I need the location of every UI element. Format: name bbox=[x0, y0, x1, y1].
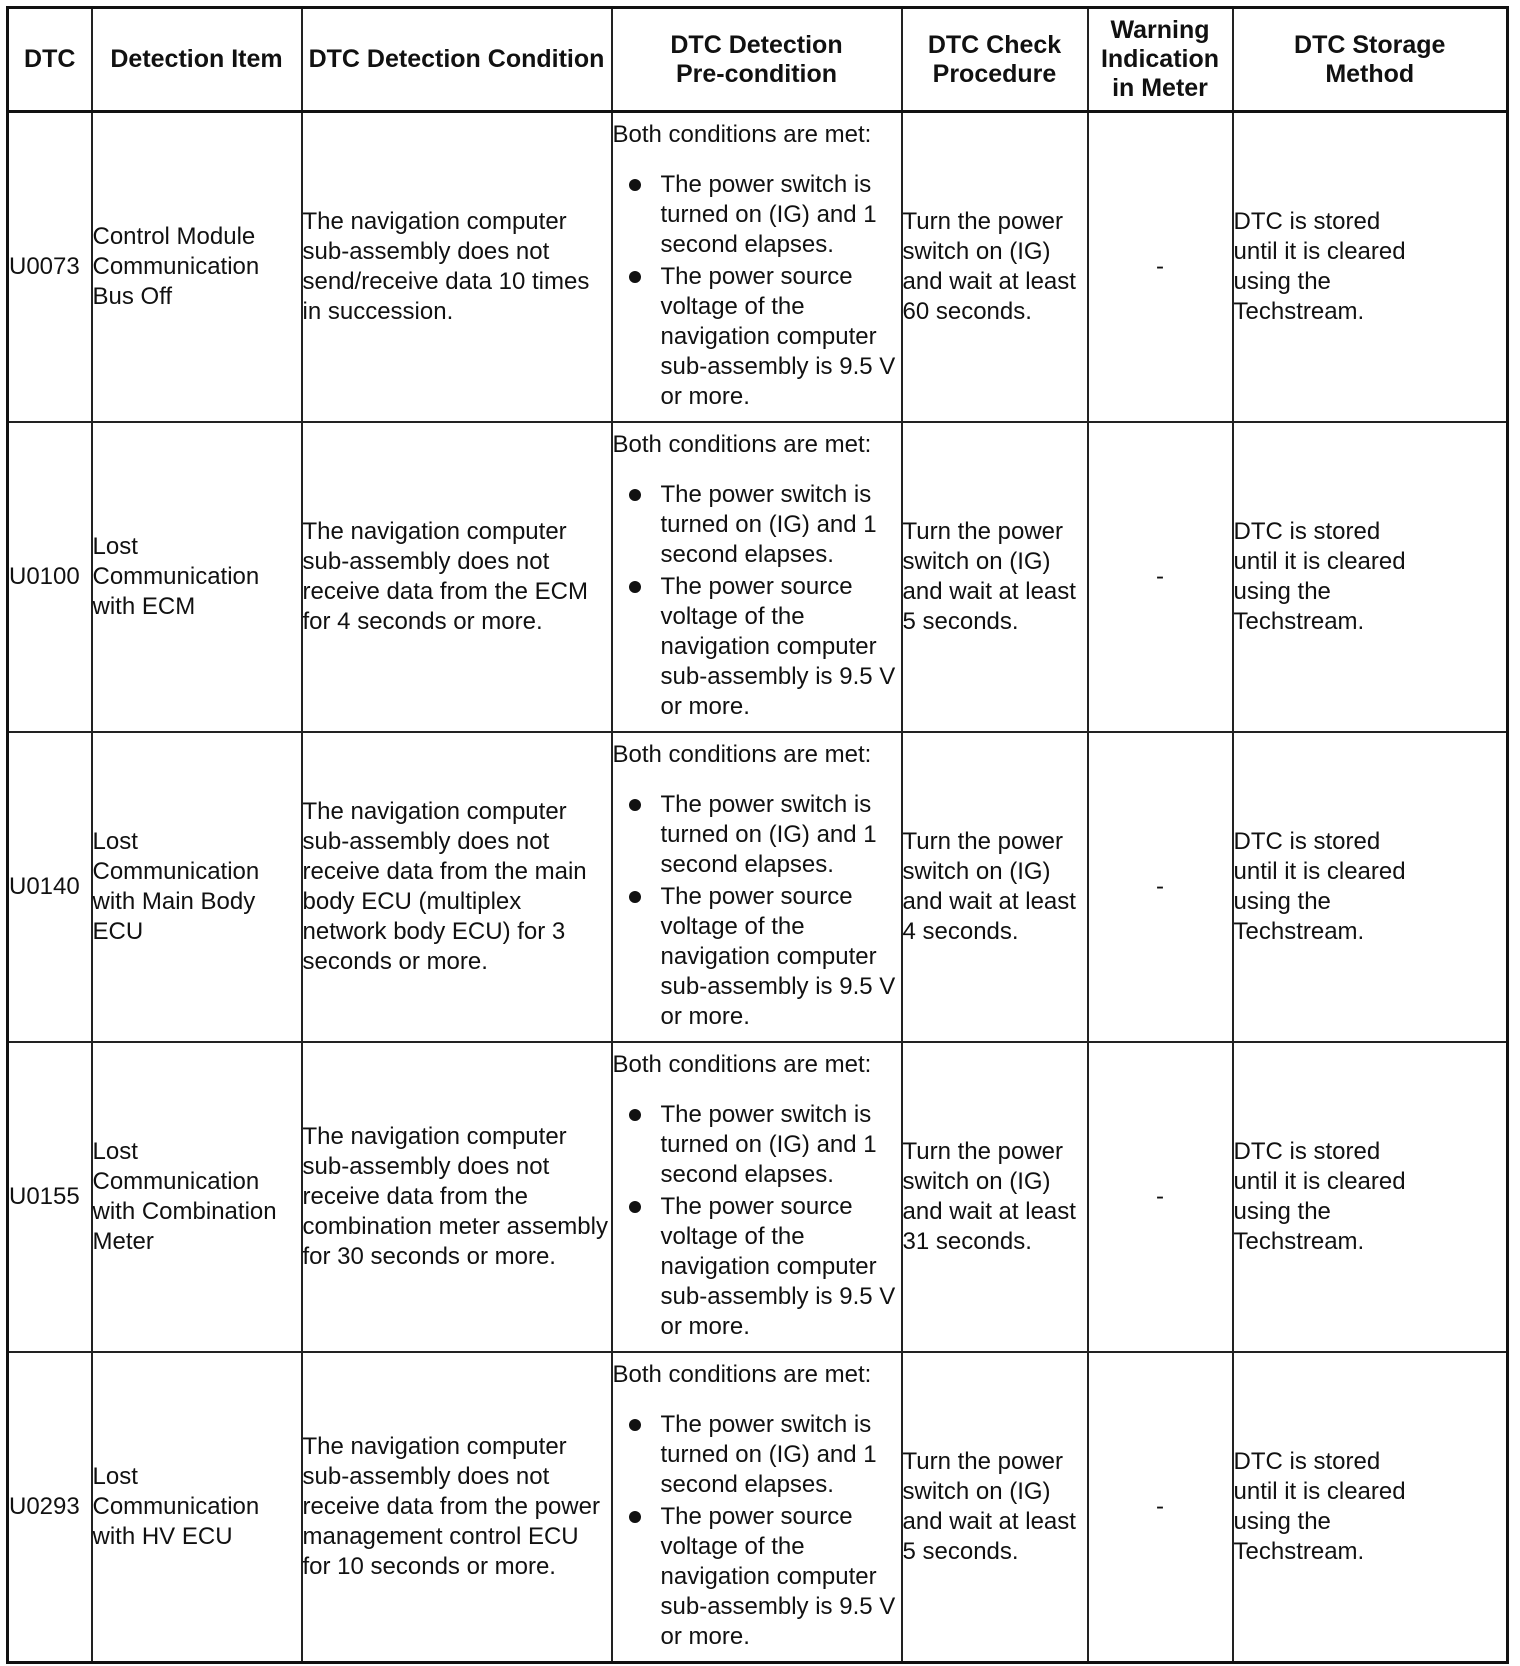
dtc-code-cell bbox=[8, 732, 92, 1042]
warning-indication-cell bbox=[1088, 732, 1233, 1042]
storage-method-cell bbox=[1233, 1042, 1508, 1352]
detection-condition-line: seconds or more. bbox=[302, 948, 488, 975]
storage-method-cell bbox=[1233, 422, 1508, 732]
pre-condition-bullet-line: second elapses. bbox=[660, 851, 834, 878]
pre-condition-lead: Both conditions are met: bbox=[612, 1051, 872, 1078]
table-row bbox=[8, 1352, 1508, 1663]
table-body bbox=[8, 112, 1508, 1663]
header-detection-condition: DTC Detection Condition bbox=[302, 8, 612, 112]
dtc-code-cell bbox=[8, 422, 92, 732]
dtc-code-cell bbox=[8, 112, 92, 423]
pre-condition-lead: Both conditions are met: bbox=[612, 121, 872, 148]
storage-method-line: until it is cleared bbox=[1233, 238, 1406, 265]
pre-condition-list bbox=[613, 480, 901, 722]
dtc-code: U0155 bbox=[9, 1183, 80, 1210]
warning-indication-value: - bbox=[1156, 1493, 1164, 1520]
detection-item-line: Communication bbox=[92, 253, 260, 280]
pre-condition-bullet-line: The power source bbox=[660, 573, 853, 600]
check-procedure-line: switch on (IG) bbox=[902, 1478, 1051, 1505]
dtc-table bbox=[6, 6, 1509, 1664]
bullet-icon bbox=[629, 1511, 641, 1523]
check-procedure-line: 31 seconds. bbox=[902, 1228, 1032, 1255]
storage-method-line: Techstream. bbox=[1233, 1538, 1365, 1565]
detection-condition-line: The navigation computer bbox=[302, 518, 567, 545]
pre-condition-bullet-line: second elapses. bbox=[660, 541, 834, 568]
detection-condition-line: sub-assembly does not bbox=[302, 1463, 550, 1490]
detection-condition-line: The navigation computer bbox=[302, 208, 567, 235]
pre-condition-cell bbox=[612, 1352, 902, 1663]
pre-condition-bullet-line: voltage of the bbox=[660, 603, 805, 630]
storage-method-line: using the bbox=[1233, 1508, 1331, 1535]
pre-condition-lead: Both conditions are met: bbox=[612, 1361, 872, 1388]
table-row bbox=[8, 732, 1508, 1042]
storage-method-line: DTC is stored bbox=[1233, 208, 1381, 235]
warning-indication-value: - bbox=[1156, 253, 1164, 280]
storage-method-line: until it is cleared bbox=[1233, 858, 1406, 885]
pre-condition-bullet-line: or more. bbox=[660, 1003, 750, 1030]
pre-condition-bullet-line: turned on (IG) and 1 bbox=[660, 201, 877, 228]
bullet-icon bbox=[629, 581, 641, 593]
pre-condition-bullet-line: The power switch is bbox=[660, 481, 872, 508]
pre-condition-bullet-line: or more. bbox=[660, 1313, 750, 1340]
pre-condition-bullet-line: sub-assembly is 9.5 V bbox=[660, 1283, 896, 1310]
check-procedure-line: switch on (IG) bbox=[902, 858, 1051, 885]
warning-indication-cell bbox=[1088, 1352, 1233, 1663]
table-row bbox=[8, 422, 1508, 732]
storage-method-line: DTC is stored bbox=[1233, 1448, 1381, 1475]
pre-condition-bullet-line: navigation computer bbox=[660, 1563, 877, 1590]
pre-condition-bullet-line: voltage of the bbox=[660, 913, 805, 940]
detection-condition-line: receive data from the main bbox=[302, 858, 587, 885]
check-procedure-cell bbox=[902, 732, 1088, 1042]
header-check-procedure: DTC Check Procedure bbox=[902, 8, 1088, 112]
pre-condition-bullet-line: navigation computer bbox=[660, 1253, 877, 1280]
header-detection-item: Detection Item bbox=[92, 8, 302, 112]
check-procedure-line: and wait at least bbox=[902, 888, 1076, 915]
storage-method-cell bbox=[1233, 1352, 1508, 1663]
storage-method-line: DTC is stored bbox=[1233, 828, 1381, 855]
bullet-icon bbox=[629, 799, 641, 811]
storage-method-line: using the bbox=[1233, 578, 1331, 605]
detection-item-cell bbox=[92, 1042, 302, 1352]
detection-item-line: with Combination bbox=[92, 1198, 277, 1225]
detection-condition-line: for 30 seconds or more. bbox=[302, 1243, 556, 1270]
detection-condition-line: network body ECU) for 3 bbox=[302, 918, 566, 945]
bullet-icon bbox=[629, 271, 641, 283]
dtc-code: U0073 bbox=[9, 253, 80, 280]
storage-method-line: using the bbox=[1233, 268, 1331, 295]
list-item bbox=[613, 790, 901, 880]
check-procedure-line: and wait at least bbox=[902, 1508, 1076, 1535]
pre-condition-bullet-line: The power switch is bbox=[660, 1411, 872, 1438]
pre-condition-bullet-line: second elapses. bbox=[660, 1471, 834, 1498]
detection-condition-line: receive data from the bbox=[302, 1183, 528, 1210]
detection-item-line: Lost bbox=[92, 533, 138, 560]
detection-condition-line: The navigation computer bbox=[302, 1123, 567, 1150]
pre-condition-bullet-line: The power source bbox=[660, 883, 853, 910]
detection-condition-line: body ECU (multiplex bbox=[302, 888, 522, 915]
pre-condition-bullet-line: voltage of the bbox=[660, 1223, 805, 1250]
pre-condition-cell bbox=[612, 112, 902, 423]
detection-item-cell bbox=[92, 732, 302, 1042]
detection-condition-line: sub-assembly does not bbox=[302, 828, 550, 855]
pre-condition-bullet-line: sub-assembly is 9.5 V bbox=[660, 353, 896, 380]
detection-condition-line: send/receive data 10 times bbox=[302, 268, 590, 295]
detection-item-line: with Main Body bbox=[92, 888, 256, 915]
bullet-icon bbox=[629, 1109, 641, 1121]
list-item bbox=[613, 480, 901, 570]
dtc-code-cell bbox=[8, 1042, 92, 1352]
storage-method-line: Techstream. bbox=[1233, 1228, 1365, 1255]
check-procedure-line: switch on (IG) bbox=[902, 1168, 1051, 1195]
pre-condition-lead: Both conditions are met: bbox=[612, 741, 872, 768]
detection-item-line: Lost bbox=[92, 828, 138, 855]
storage-method-cell bbox=[1233, 732, 1508, 1042]
pre-condition-bullet-line: The power switch is bbox=[660, 791, 872, 818]
storage-method-line: Techstream. bbox=[1233, 608, 1365, 635]
check-procedure-line: Turn the power bbox=[902, 828, 1064, 855]
list-item bbox=[613, 1502, 901, 1652]
check-procedure-line: switch on (IG) bbox=[902, 238, 1051, 265]
storage-method-cell bbox=[1233, 112, 1508, 423]
detection-condition-line: sub-assembly does not bbox=[302, 548, 550, 575]
detection-item-line: Communication bbox=[92, 1168, 260, 1195]
check-procedure-line: Turn the power bbox=[902, 1448, 1064, 1475]
detection-condition-cell bbox=[302, 732, 612, 1042]
check-procedure-line: Turn the power bbox=[902, 1138, 1064, 1165]
pre-condition-bullet-line: voltage of the bbox=[660, 1533, 805, 1560]
detection-item-line: Bus Off bbox=[92, 283, 173, 310]
dtc-code: U0293 bbox=[9, 1493, 80, 1520]
detection-condition-line: combination meter assembly bbox=[302, 1213, 608, 1240]
pre-condition-bullet-line: navigation computer bbox=[660, 323, 877, 350]
warning-indication-cell bbox=[1088, 1042, 1233, 1352]
check-procedure-line: and wait at least bbox=[902, 578, 1076, 605]
detection-condition-line: sub-assembly does not bbox=[302, 1153, 550, 1180]
list-item bbox=[613, 1410, 901, 1500]
check-procedure-line: and wait at least bbox=[902, 268, 1076, 295]
detection-item-line: Control Module bbox=[92, 223, 256, 250]
pre-condition-bullet-line: or more. bbox=[660, 383, 750, 410]
storage-method-line: until it is cleared bbox=[1233, 1168, 1406, 1195]
detection-condition-line: for 4 seconds or more. bbox=[302, 608, 543, 635]
table-header-row bbox=[8, 8, 1508, 112]
detection-item-line: Communication bbox=[92, 563, 260, 590]
warning-indication-cell bbox=[1088, 422, 1233, 732]
bullet-icon bbox=[629, 1201, 641, 1213]
pre-condition-cell bbox=[612, 422, 902, 732]
pre-condition-cell bbox=[612, 732, 902, 1042]
list-item bbox=[613, 1192, 901, 1342]
check-procedure-line: switch on (IG) bbox=[902, 548, 1051, 575]
pre-condition-bullet-line: The power source bbox=[660, 1503, 853, 1530]
detection-condition-cell bbox=[302, 1352, 612, 1663]
detection-item-cell bbox=[92, 422, 302, 732]
detection-condition-line: receive data from the ECM bbox=[302, 578, 588, 605]
check-procedure-line: Turn the power bbox=[902, 518, 1064, 545]
detection-condition-line: in succession. bbox=[302, 298, 454, 325]
detection-item-line: Lost bbox=[92, 1138, 138, 1165]
check-procedure-cell bbox=[902, 1042, 1088, 1352]
warning-indication-value: - bbox=[1156, 1183, 1164, 1210]
pre-condition-list bbox=[613, 1410, 901, 1652]
pre-condition-cell bbox=[612, 1042, 902, 1352]
detection-item-line: Meter bbox=[92, 1228, 154, 1255]
list-item bbox=[613, 170, 901, 260]
detection-condition-cell bbox=[302, 422, 612, 732]
pre-condition-bullet-line: voltage of the bbox=[660, 293, 805, 320]
pre-condition-bullet-line: or more. bbox=[660, 693, 750, 720]
header-dtc: DTC bbox=[8, 8, 92, 112]
pre-condition-list bbox=[613, 790, 901, 1032]
pre-condition-bullet-line: sub-assembly is 9.5 V bbox=[660, 663, 896, 690]
detection-condition-line: sub-assembly does not bbox=[302, 238, 550, 265]
pre-condition-bullet-line: sub-assembly is 9.5 V bbox=[660, 1593, 896, 1620]
storage-method-line: until it is cleared bbox=[1233, 548, 1406, 575]
detection-condition-cell bbox=[302, 1042, 612, 1352]
pre-condition-list bbox=[613, 1100, 901, 1342]
storage-method-line: DTC is stored bbox=[1233, 518, 1381, 545]
list-item bbox=[613, 262, 901, 412]
storage-method-line: using the bbox=[1233, 888, 1331, 915]
detection-item-line: with ECM bbox=[92, 593, 196, 620]
detection-condition-line: The navigation computer bbox=[302, 1433, 567, 1460]
check-procedure-line: 5 seconds. bbox=[902, 1538, 1019, 1565]
storage-method-line: Techstream. bbox=[1233, 298, 1365, 325]
check-procedure-line: 60 seconds. bbox=[902, 298, 1032, 325]
check-procedure-line: and wait at least bbox=[902, 1198, 1076, 1225]
bullet-icon bbox=[629, 489, 641, 501]
detection-condition-cell bbox=[302, 112, 612, 423]
detection-condition-line: The navigation computer bbox=[302, 798, 567, 825]
pre-condition-list bbox=[613, 170, 901, 412]
bullet-icon bbox=[629, 179, 641, 191]
storage-method-line: using the bbox=[1233, 1198, 1331, 1225]
pre-condition-bullet-line: turned on (IG) and 1 bbox=[660, 1131, 877, 1158]
detection-item-cell bbox=[92, 1352, 302, 1663]
detection-item-line: ECU bbox=[92, 918, 144, 945]
pre-condition-bullet-line: turned on (IG) and 1 bbox=[660, 511, 877, 538]
detection-condition-line: for 10 seconds or more. bbox=[302, 1553, 556, 1580]
warning-indication-cell bbox=[1088, 112, 1233, 423]
pre-condition-bullet-line: The power source bbox=[660, 1193, 853, 1220]
pre-condition-lead: Both conditions are met: bbox=[612, 431, 872, 458]
list-item bbox=[613, 572, 901, 722]
check-procedure-line: Turn the power bbox=[902, 208, 1064, 235]
list-item bbox=[613, 1100, 901, 1190]
pre-condition-bullet-line: second elapses. bbox=[660, 1161, 834, 1188]
pre-condition-bullet-line: turned on (IG) and 1 bbox=[660, 821, 877, 848]
dtc-code: U0100 bbox=[9, 563, 80, 590]
warning-indication-value: - bbox=[1156, 873, 1164, 900]
storage-method-line: until it is cleared bbox=[1233, 1478, 1406, 1505]
check-procedure-line: 4 seconds. bbox=[902, 918, 1019, 945]
bullet-icon bbox=[629, 891, 641, 903]
warning-indication-value: - bbox=[1156, 563, 1164, 590]
header-warning-indication: Warning Indication in Meter bbox=[1088, 8, 1233, 112]
dtc-code: U0140 bbox=[9, 873, 80, 900]
detection-item-line: with HV ECU bbox=[92, 1523, 233, 1550]
table-row bbox=[8, 112, 1508, 423]
pre-condition-bullet-line: second elapses. bbox=[660, 231, 834, 258]
check-procedure-cell bbox=[902, 422, 1088, 732]
detection-item-line: Lost bbox=[92, 1463, 138, 1490]
pre-condition-bullet-line: navigation computer bbox=[660, 633, 877, 660]
pre-condition-bullet-line: turned on (IG) and 1 bbox=[660, 1441, 877, 1468]
dtc-code-cell bbox=[8, 1352, 92, 1663]
storage-method-line: DTC is stored bbox=[1233, 1138, 1381, 1165]
pre-condition-bullet-line: The power switch is bbox=[660, 1101, 872, 1128]
pre-condition-bullet-line: The power switch is bbox=[660, 171, 872, 198]
check-procedure-cell bbox=[902, 112, 1088, 423]
pre-condition-bullet-line: navigation computer bbox=[660, 943, 877, 970]
detection-item-line: Communication bbox=[92, 1493, 260, 1520]
bullet-icon bbox=[629, 1419, 641, 1431]
header-storage-method: DTC Storage Method bbox=[1233, 8, 1508, 112]
check-procedure-cell bbox=[902, 1352, 1088, 1663]
list-item bbox=[613, 882, 901, 1032]
pre-condition-bullet-line: sub-assembly is 9.5 V bbox=[660, 973, 896, 1000]
detection-item-cell bbox=[92, 112, 302, 423]
table-row bbox=[8, 1042, 1508, 1352]
pre-condition-bullet-line: The power source bbox=[660, 263, 853, 290]
pre-condition-bullet-line: or more. bbox=[660, 1623, 750, 1650]
detection-condition-line: receive data from the power bbox=[302, 1493, 600, 1520]
storage-method-line: Techstream. bbox=[1233, 918, 1365, 945]
detection-item-line: Communication bbox=[92, 858, 260, 885]
check-procedure-line: 5 seconds. bbox=[902, 608, 1019, 635]
detection-condition-line: management control ECU bbox=[302, 1523, 579, 1550]
header-pre-condition: DTC Detection Pre-condition bbox=[612, 8, 902, 112]
